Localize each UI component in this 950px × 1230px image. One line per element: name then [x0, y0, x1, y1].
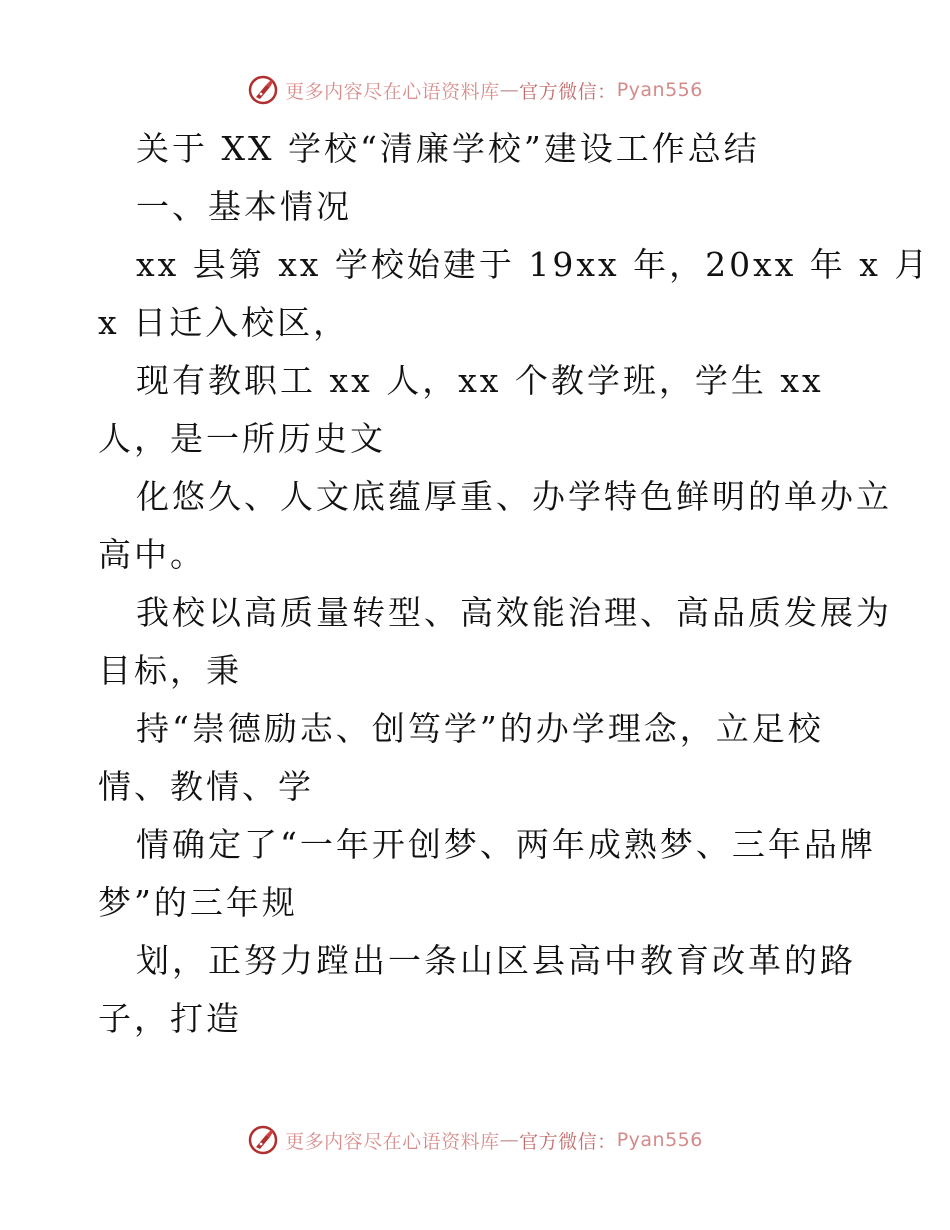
paragraph-line: 人，是一所历史文: [98, 419, 386, 458]
paragraph-line: 情确定了“一年开创梦、两年成熟梦、三年品牌: [136, 825, 876, 864]
paragraph-line: 目标，秉: [98, 651, 242, 690]
banner-wechat-id: Pyan556: [616, 1129, 703, 1151]
paragraph-line: 我校以高质量转型、高效能治理、高品质发展为: [136, 593, 892, 632]
banner-sub-text: 官方微信：: [519, 1130, 617, 1153]
paragraph-line: 梦”的三年规: [98, 883, 298, 922]
paragraph-line: 持“崇德励志、创笃学”的办学理念，立足校: [136, 709, 824, 748]
document-title: 关于 XX 学校“清廉学校”建设工作总结: [136, 129, 760, 168]
document-body: [98, 120, 931, 1048]
footer-banner: [0, 1120, 950, 1160]
banner-main-text: 更多内容尽在心语资料库: [285, 80, 500, 103]
paragraph-line: x 日迁入校区，: [98, 303, 350, 342]
section-heading: 一、基本情况: [136, 187, 352, 226]
paragraph-line: xx 县第 xx 学校始建于 19xx 年，20xx 年 x 月: [136, 245, 931, 284]
header-banner: [0, 70, 950, 110]
banner-dash: —: [499, 79, 520, 101]
banner-sub-text: 官方微信：: [519, 80, 617, 103]
paragraph-line: 子，打造: [98, 999, 242, 1038]
paragraph-line: 化悠久、人文底蕴厚重、办学特色鲜明的单办立: [136, 477, 892, 516]
banner-wechat-id: Pyan556: [616, 79, 703, 101]
paragraph-line: 高中。: [98, 535, 206, 574]
pen-nib-logo-icon: [247, 74, 279, 106]
banner-main-text: 更多内容尽在心语资料库: [285, 1130, 500, 1153]
paragraph-line: 情、教情、学: [98, 767, 314, 806]
paragraph-line: 划，正努力蹚出一条山区县高中教育改革的路: [136, 941, 856, 980]
banner-dash: —: [499, 1129, 520, 1151]
paragraph-line: 现有教职工 xx 人，xx 个教学班，学生 xx: [136, 361, 824, 400]
pen-nib-logo-icon: [247, 1124, 279, 1156]
